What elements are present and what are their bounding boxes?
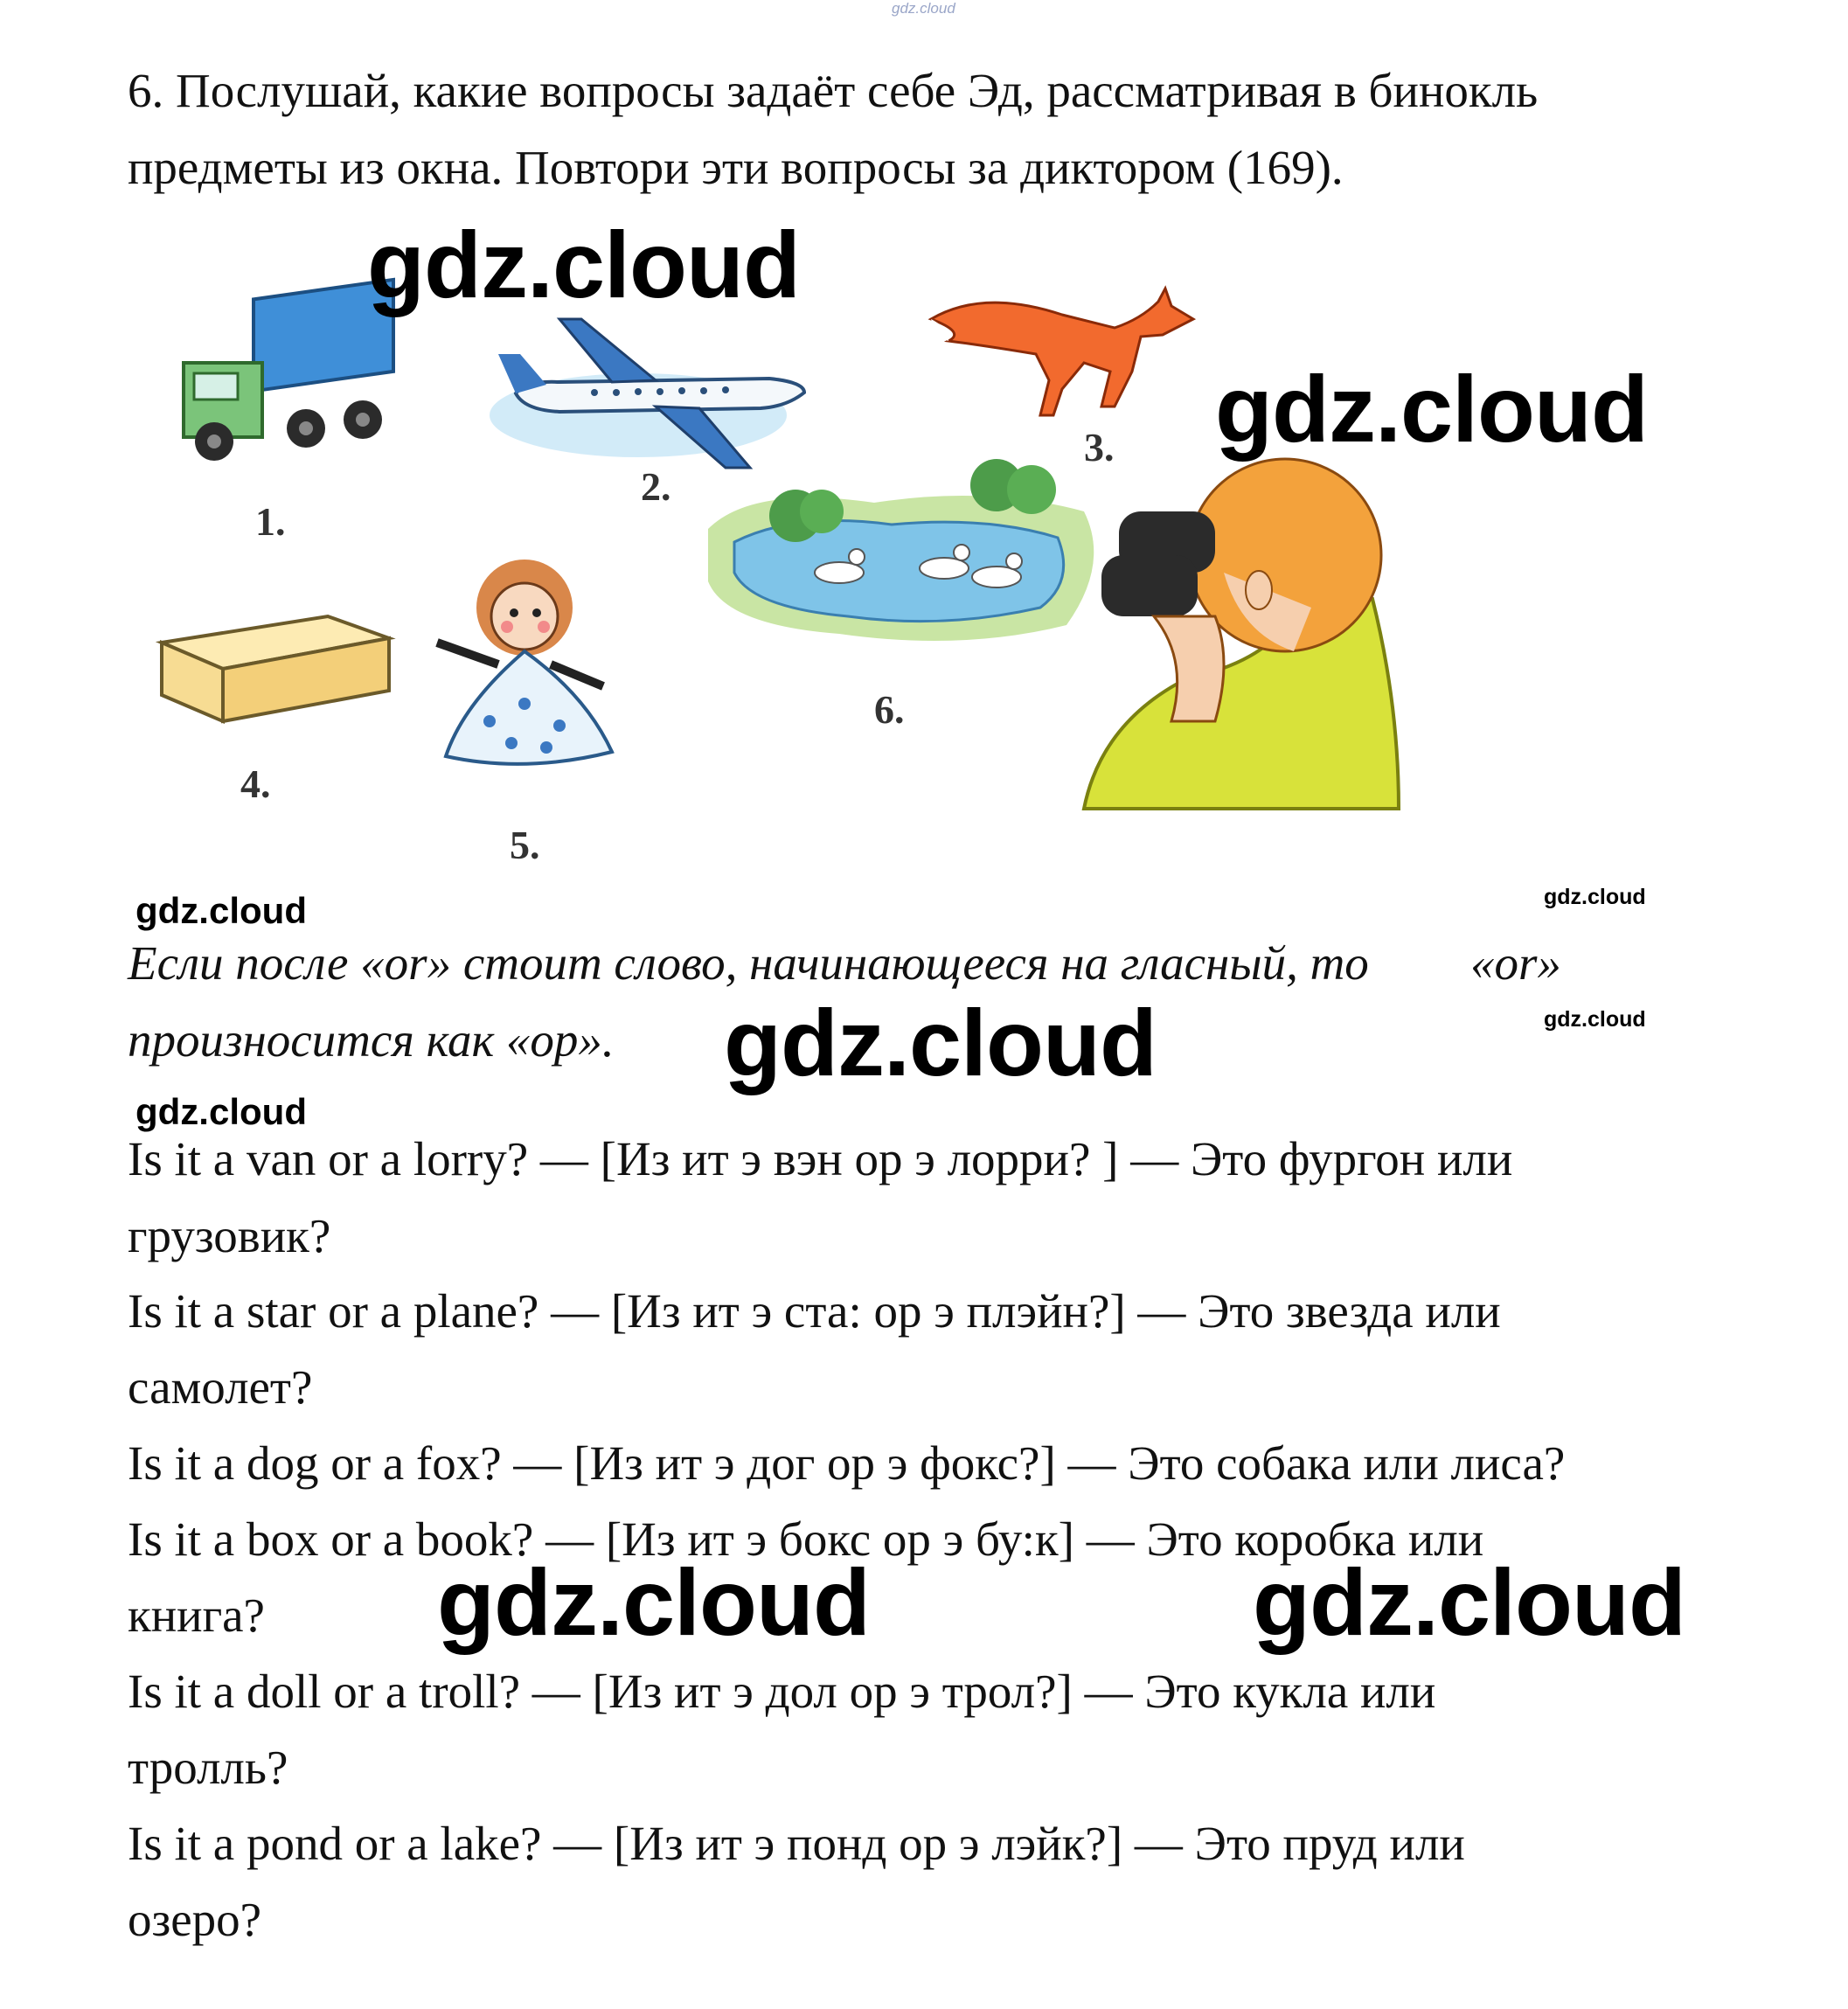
line-1: Is it a van or a lorry? — [Из ит э вэн ор э лорри? ] — Это фургон или: [128, 1132, 1513, 1185]
watermark-2: gdz.cloud: [1215, 356, 1648, 462]
watermark-6: gdz.cloud: [1544, 1007, 1646, 1032]
line-4: самолет?: [128, 1360, 313, 1414]
line-3: Is it a star or a plane? — [Из ит э ста: ор э плэйн?] — Это звезда или: [128, 1284, 1501, 1338]
boy-binoculars-icon: [1084, 459, 1399, 809]
rule-line-1-text: Если после «or» стоит слово, начинающееся на гласный, то: [128, 936, 1369, 990]
line-5: Is it a dog or a fox? — [Из ит э дог ор э фокс?] — Это собака или лиса?: [128, 1436, 1566, 1490]
rule-line-2: произносится как «ор».: [128, 1013, 615, 1067]
label-5: 5.: [510, 823, 540, 867]
top-watermark: gdz.cloud: [892, 0, 955, 17]
watermark-7: gdz.cloud: [135, 1091, 307, 1132]
label-4: 4.: [240, 761, 271, 806]
task-line-2: предметы из окна. Повтори эти вопросы за диктором (169).: [128, 141, 1344, 194]
truck-icon: [184, 280, 393, 461]
line-11: озеро?: [128, 1893, 262, 1946]
pond-icon: [708, 459, 1094, 641]
line-10: Is it a pond or a lake? — [Из ит э понд ор э лэйк?] — Это пруд или: [128, 1817, 1465, 1870]
label-6: 6.: [874, 687, 905, 732]
rule-line-1: [128, 935, 1369, 991]
watermark-3: gdz.cloud: [135, 890, 307, 931]
watermark-9: gdz.cloud: [1253, 1549, 1685, 1655]
task-line-1: 6. Послушай, какие вопросы задаёт себе Эд, рассматривая в бинокль: [128, 64, 1539, 117]
watermark-1: gdz.cloud: [367, 212, 800, 317]
watermark-4: gdz.cloud: [1544, 885, 1646, 909]
line-6: Is it a box or a book? — [Из ит э бокс ор э бу:к] — Это коробка или: [128, 1512, 1484, 1566]
label-2: 2.: [641, 464, 671, 509]
watermark-5: gdz.cloud: [724, 990, 1157, 1095]
line-7: книга?: [128, 1588, 265, 1642]
line-9: тролль?: [128, 1741, 288, 1794]
label-1: 1.: [255, 499, 286, 544]
watermark-8: gdz.cloud: [437, 1549, 870, 1655]
line-8: Is it a doll or a troll? — [Из ит э дол ор э трол?] — Это кукла или: [128, 1665, 1436, 1718]
line-2: грузовик?: [128, 1209, 331, 1262]
label-3: 3.: [1084, 425, 1115, 469]
doll-icon: [437, 560, 612, 764]
plane-icon: [490, 319, 804, 468]
box-icon: [162, 616, 389, 721]
rule-line-1-or: «or»: [1470, 936, 1561, 990]
fox-icon: [931, 288, 1193, 415]
